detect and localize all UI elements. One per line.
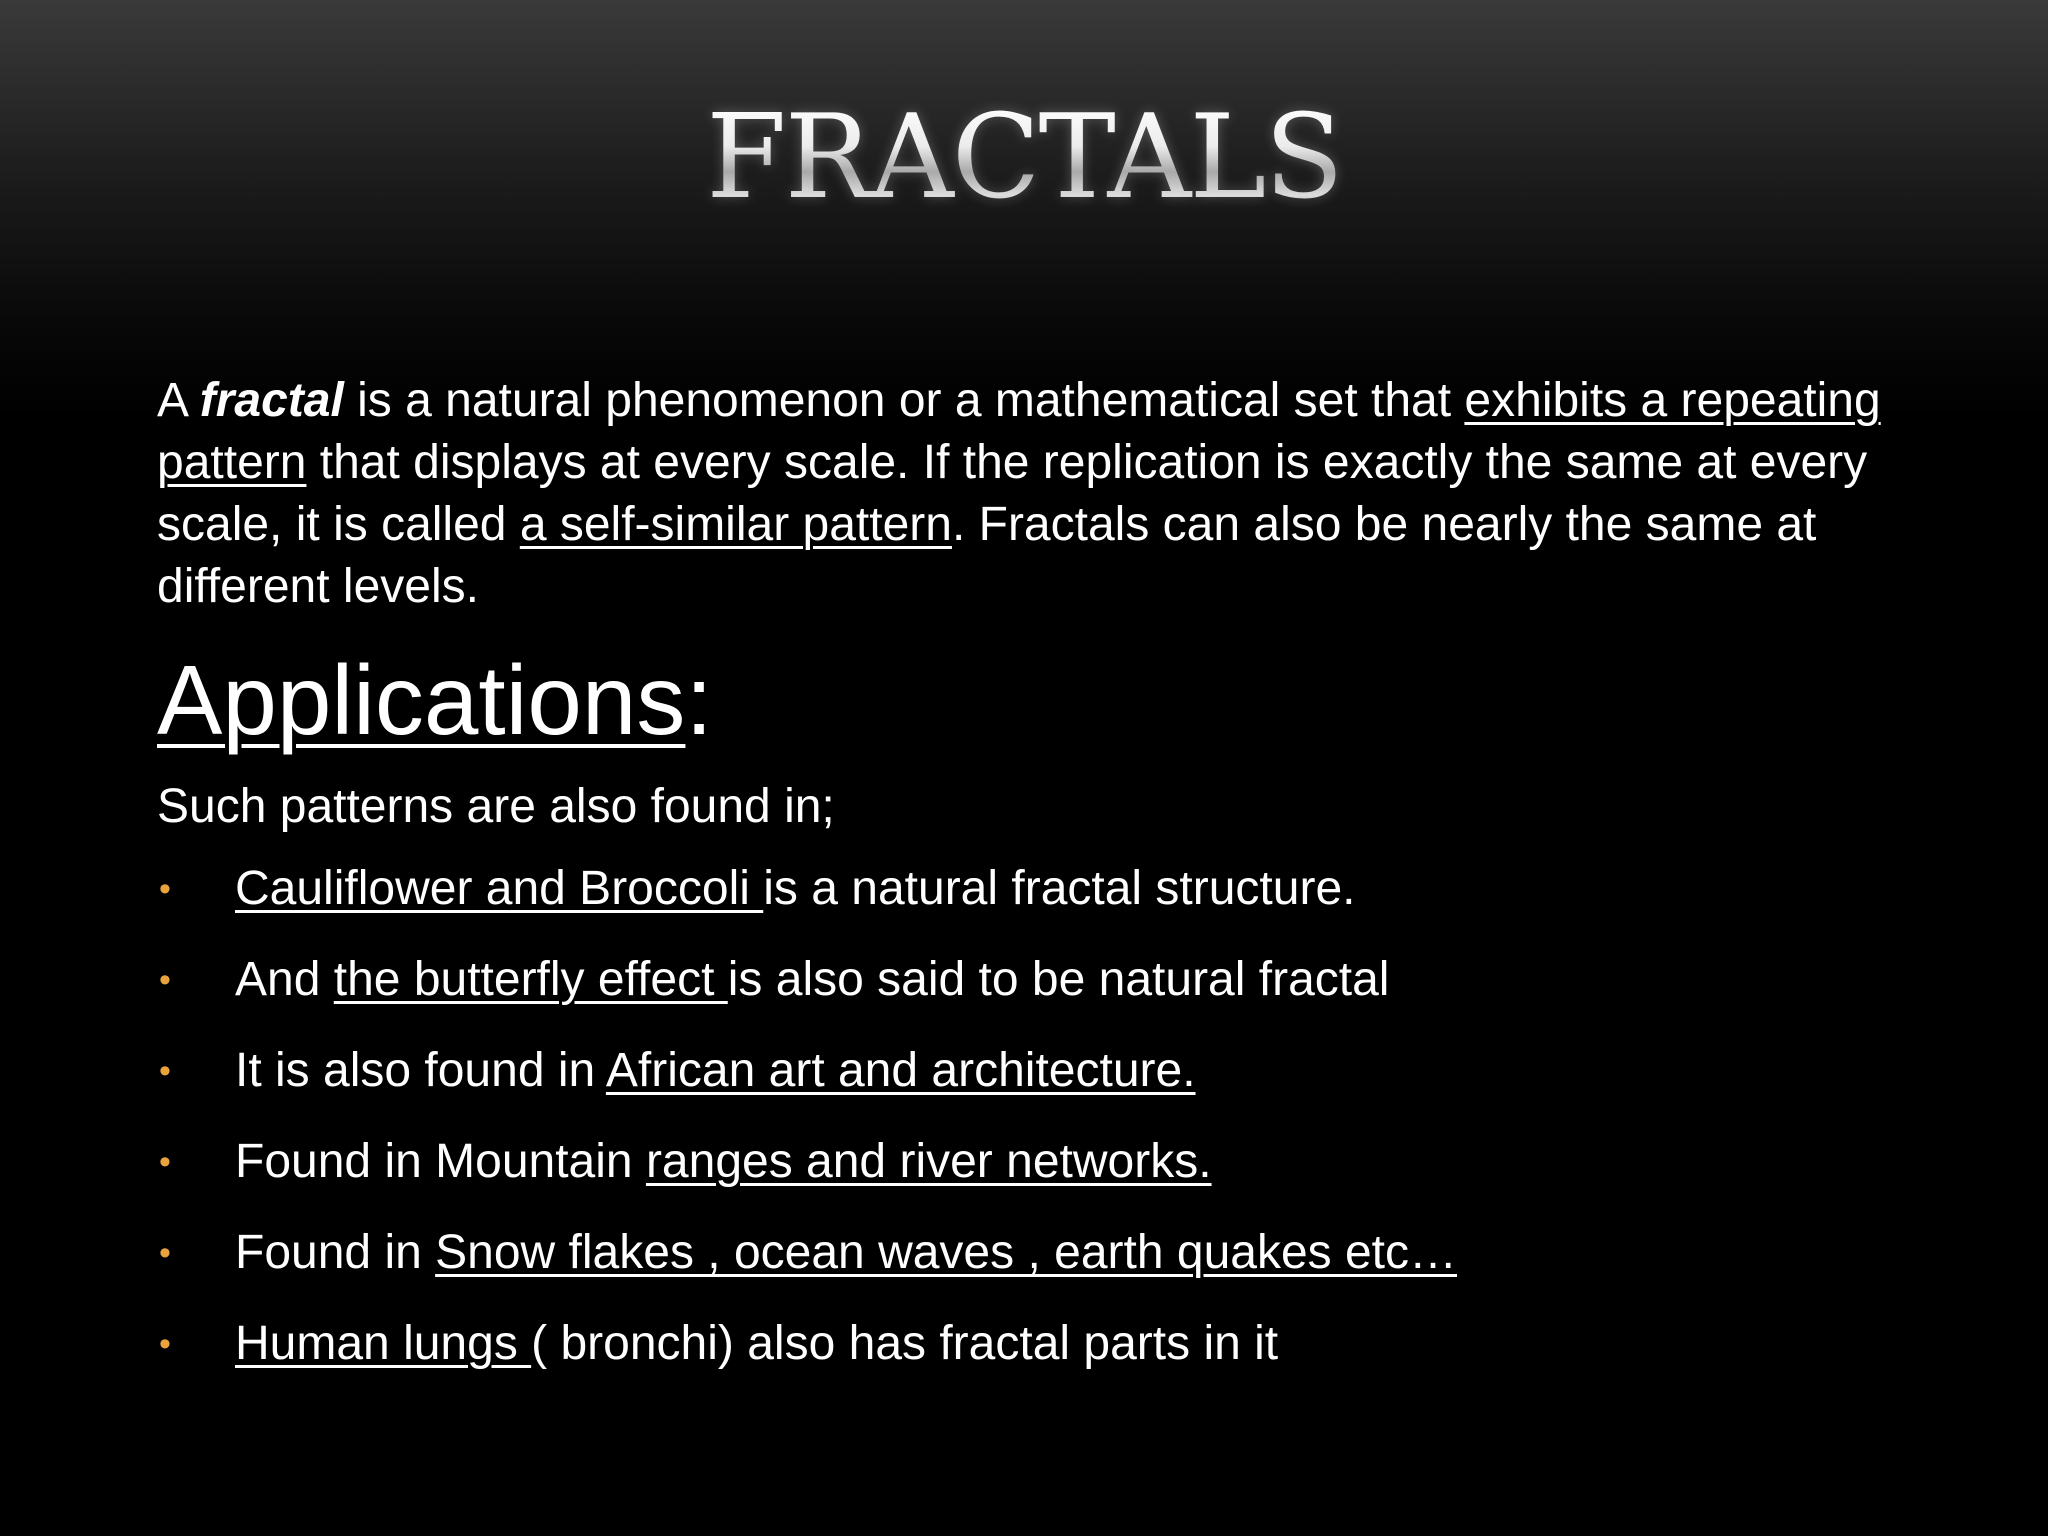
list-item-text: ( bronchi) also has fractal parts in it <box>531 1317 1279 1370</box>
intro-text-5: that displays at every scale. If the replication is exactly the same at every scale, it is called <box>157 436 1868 551</box>
list-item-underlined: the butterfly effect <box>333 953 728 1006</box>
intro-paragraph <box>157 370 1917 618</box>
list-item <box>157 1040 1917 1102</box>
applications-intro: Such patterns are also found in; <box>157 780 835 833</box>
applications-list <box>157 858 1917 1375</box>
list-item <box>157 858 1917 920</box>
bullet-icon: • <box>159 870 171 908</box>
list-item-underlined: Snow flakes , ocean waves , earth quakes etc… <box>435 1226 1458 1279</box>
list-item <box>157 949 1917 1011</box>
list-item-underlined: Human lungs <box>235 1317 532 1370</box>
intro-link-repeating-pattern: exhibits a repeating pattern <box>157 374 1881 489</box>
list-item-text: Found in Mountain <box>235 1135 646 1188</box>
intro-term-fractal: fractal <box>199 374 344 427</box>
bullet-icon: • <box>159 961 171 999</box>
slide-title: FRACTALS <box>0 100 2048 216</box>
intro-link-self-similar: a self-similar pattern <box>519 498 952 551</box>
bullet-icon: • <box>159 1325 171 1363</box>
list-item-text: is a natural fractal structure. <box>763 862 1356 915</box>
list-item <box>157 1131 1917 1193</box>
intro-text-7: . Fractals can also be nearly the same at different levels. <box>157 498 1817 613</box>
list-item <box>157 1222 1917 1284</box>
intro-text-1: A <box>157 374 200 427</box>
slide-content <box>157 370 1917 1404</box>
applications-heading-colon: : <box>685 645 713 755</box>
list-item-text: is also said to be natural fractal <box>727 953 1390 1006</box>
list-item-text: Found in <box>235 1226 436 1279</box>
list-item-underlined: ranges and river networks. <box>645 1135 1212 1188</box>
bullet-icon: • <box>159 1234 171 1272</box>
intro-text-3: is a natural phenomenon or a mathematical set that <box>343 374 1465 427</box>
applications-heading <box>157 642 1917 758</box>
list-item-text: And <box>235 953 334 1006</box>
list-item-text: It is also found in <box>235 1044 606 1097</box>
list-item-underlined: African art and architecture. <box>605 1044 1196 1097</box>
bullet-icon: • <box>159 1052 171 1090</box>
list-item-underlined: Cauliflower and Broccoli <box>235 862 764 915</box>
bullet-icon: • <box>159 1143 171 1181</box>
applications-heading-text: Applications <box>157 645 686 755</box>
list-item <box>157 1313 1917 1375</box>
